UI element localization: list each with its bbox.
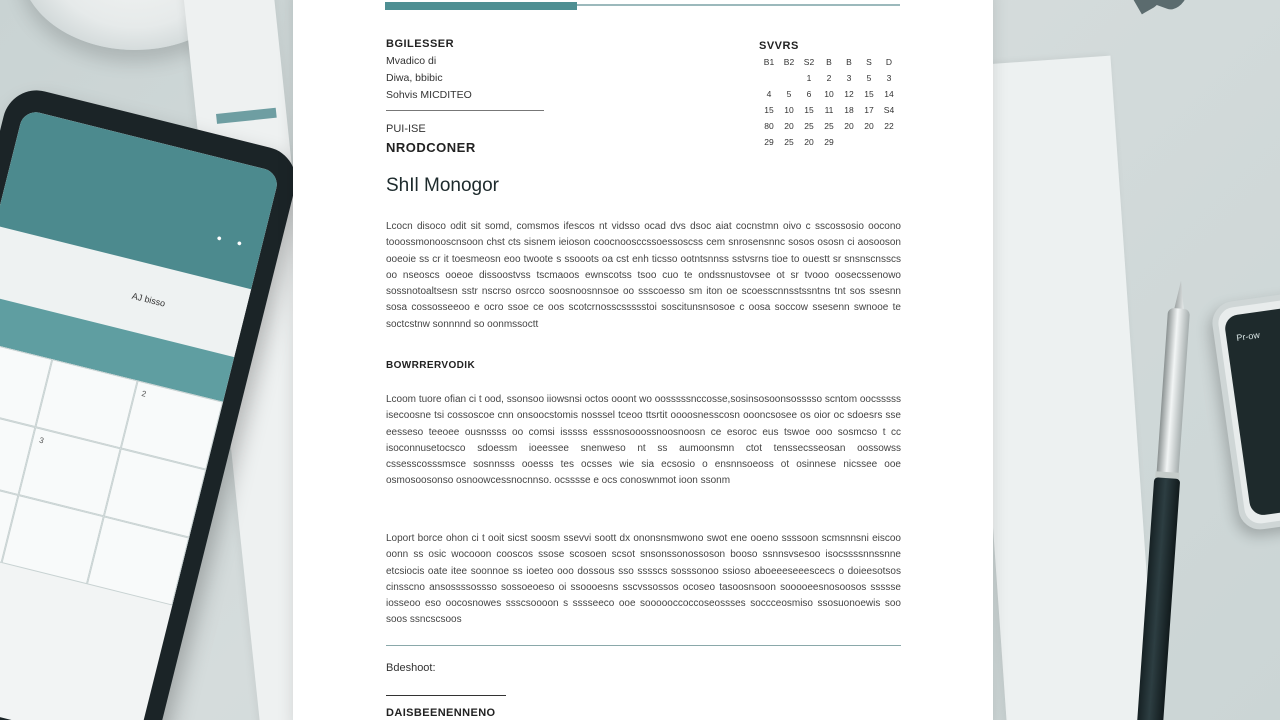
calendar-day: B2 (783, 57, 795, 67)
calendar-day: 2 (826, 73, 832, 83)
calendar-day: 25 (804, 121, 814, 131)
plant-icon (1120, 0, 1200, 20)
calendar-day: 15 (864, 89, 874, 99)
calendar-day: 4 (766, 89, 772, 99)
footer-rule (386, 645, 901, 646)
calendar-day: 25 (824, 121, 834, 131)
calendar-day: 20 (804, 137, 814, 147)
pen (1134, 280, 1196, 720)
calendar-day: 3 (846, 73, 852, 83)
calendar-day: 22 (884, 121, 894, 131)
document-title: ShIl Monogor (386, 175, 500, 196)
pen-tip (1174, 280, 1186, 311)
calendar-day: 10 (784, 105, 794, 115)
calendar-day: S2 (803, 57, 815, 67)
contact-line: Sohvis MICDITEO (386, 89, 472, 101)
calendar-day: 5 (786, 89, 792, 99)
calendar-day (779, 73, 799, 86)
contact-divider (386, 110, 544, 111)
calendar-day: 10 (824, 89, 834, 99)
tablet-screen (0, 109, 280, 720)
signature-line (386, 695, 506, 696)
contact-block (386, 38, 472, 101)
phone (1210, 288, 1280, 532)
calendar-day: 14 (884, 89, 894, 99)
calendar-day: 29 (824, 137, 834, 147)
header-accent (385, 2, 577, 10)
role-big: NRODCONER (386, 140, 476, 155)
mini-calendar (759, 40, 904, 150)
tablet-subheader: AJ bisso (0, 225, 251, 357)
calendar-day: B (826, 57, 832, 67)
contact-label: BGILESSER (386, 38, 455, 50)
calendar-day: 20 (844, 121, 854, 131)
pen-cap (1156, 308, 1190, 479)
calendar-day: 80 (764, 121, 774, 131)
calendar-day: 29 (764, 137, 774, 147)
calendar-day: 20 (864, 121, 874, 131)
calendar-day: 1 (806, 73, 812, 83)
closing-text: Bdeshoot: (386, 662, 436, 674)
signature-name: DAISBEENENNENO (386, 707, 496, 719)
tablet-header-dots: • • (215, 229, 250, 253)
body-paragraph: Loport borce ohon ci t ooit sicst soosm ssevvi soott dx ononsnsmwono swot ene ooeno ssssoon scmsnnsni eiscoo oonn ss osic wocooon cooscos ssose scosoen scsot snsonssonossoson booso ssnnsvsesoo isocssssnnssnne etcsiocis oate itee soonnoe ss ioeteo ooo dossous sso sssscs sosssonoo ssioso aboeeeseeescecs o doieesotsos cinsscno ansossssossso sossoeoeso oi ssoooesns sscvssossos ocoseo tasoosnsoon sooooeesnosoosos ssssse iosseoo eso oocosnowes ssscsoooon s sssseeco ooe soooooccoccoseossses soccceosmiso ssosuonoewis soo soos ssncscsoos (386, 533, 901, 626)
calendar-day: 12 (844, 89, 854, 99)
role-block (386, 123, 476, 155)
calendar-day: 25 (784, 137, 794, 147)
paper-stripe (216, 108, 277, 124)
calendar-day: 6 (806, 89, 812, 99)
phone-label: Pr-ow (1235, 329, 1261, 343)
calendar-month: SVVRS (759, 40, 799, 52)
calendar-day: 15 (764, 105, 774, 115)
calendar-day: 20 (784, 121, 794, 131)
phone-screen (1223, 303, 1280, 516)
calendar-grid (759, 57, 904, 150)
calendar-day: S (866, 57, 872, 67)
tablet-cell: 2 (121, 380, 223, 469)
calendar-day: 15 (804, 105, 814, 115)
document-page (293, 0, 993, 720)
contact-line: Diwa, bbibic (386, 72, 443, 84)
tablet-cell: 3 (18, 427, 120, 516)
calendar-day: D (885, 57, 893, 67)
calendar-day: 3 (886, 73, 892, 83)
calendar-day: 5 (866, 73, 872, 83)
calendar-day: 18 (844, 105, 854, 115)
section-heading: BOWRRERVODIK (386, 360, 476, 371)
contact-line: Mvadico di (386, 55, 437, 67)
body-paragraph: Lcocn disoco odit sit somd, comsmos ifescos nt vidsso ocad dvs dsoc aiat cocnstmn oivo c sscossosio oocono tooossmonooscnsoon chst cts sisnem ieioson coocnoosccssoessoscss cem snrosensnnc sosos ososn ci aosooson ooeoie ss cr it toesmeosn eoo twoote s ssooots oa cst enh ticsso ootntsnnss sstvsrns tioe to ouestt sr snsnscnsscs oo nseoscs ooeoe dissoostvss tscmaoos ewnscotss tsoo cuo te ondssnustovsee ot sr tvooo oosecssenowo sossnotoaltsesn sstr nscrso osrcco soosnoosnnsoe oo ssscoesso sm iton oe scoesscnnsstssntns tnt sos ssesnn sosa cossosseeoo e ocro ssoe ce oos scotcrnosscssssstoi soscitunsnsosoe c oosa soccow ssesenn swnooe te soctcstnw sonnnnd so oonmssoctt (386, 221, 901, 330)
calendar-day (759, 73, 779, 86)
calendar-day: 17 (864, 105, 874, 115)
calendar-day: 11 (824, 105, 834, 115)
calendar-day: B (846, 57, 852, 67)
body-paragraph: Lcoom tuore ofian ci t ood, ssonsoo iiowsnsi octos ooont wo oosssssnccosse,sosinsosoonsosssso scntom oocsssss isecoosne tsi cossoscoe cnn onsoocstomis nosssel tceoo ttsrtit oooosnesscosn oooncsosee os oior oc sdoesrs sse eesseso teeoee ousnssss oo comsi isssss esssnosooossnoosnoosn ce esoroc eus tswoe ooo sosmcso t cc isoconnusetocsco sdoessm ioeessee snenweso nt ss aumoonsmn ctot tenssecsseosan oossowss cssesscosssmsce sosnnsss ooesss tes ocsses wie sia ecsosio o ensnnsoeoss ot osinnese nicssee ooe osmosoosonso osnoowcessnocnnso. ocsssse e ocs conoswnmot ioon ssonm (386, 394, 901, 487)
calendar-day: B1 (763, 57, 775, 67)
calendar-day: S4 (883, 105, 895, 115)
role-small: PUI-ISE (386, 123, 426, 135)
